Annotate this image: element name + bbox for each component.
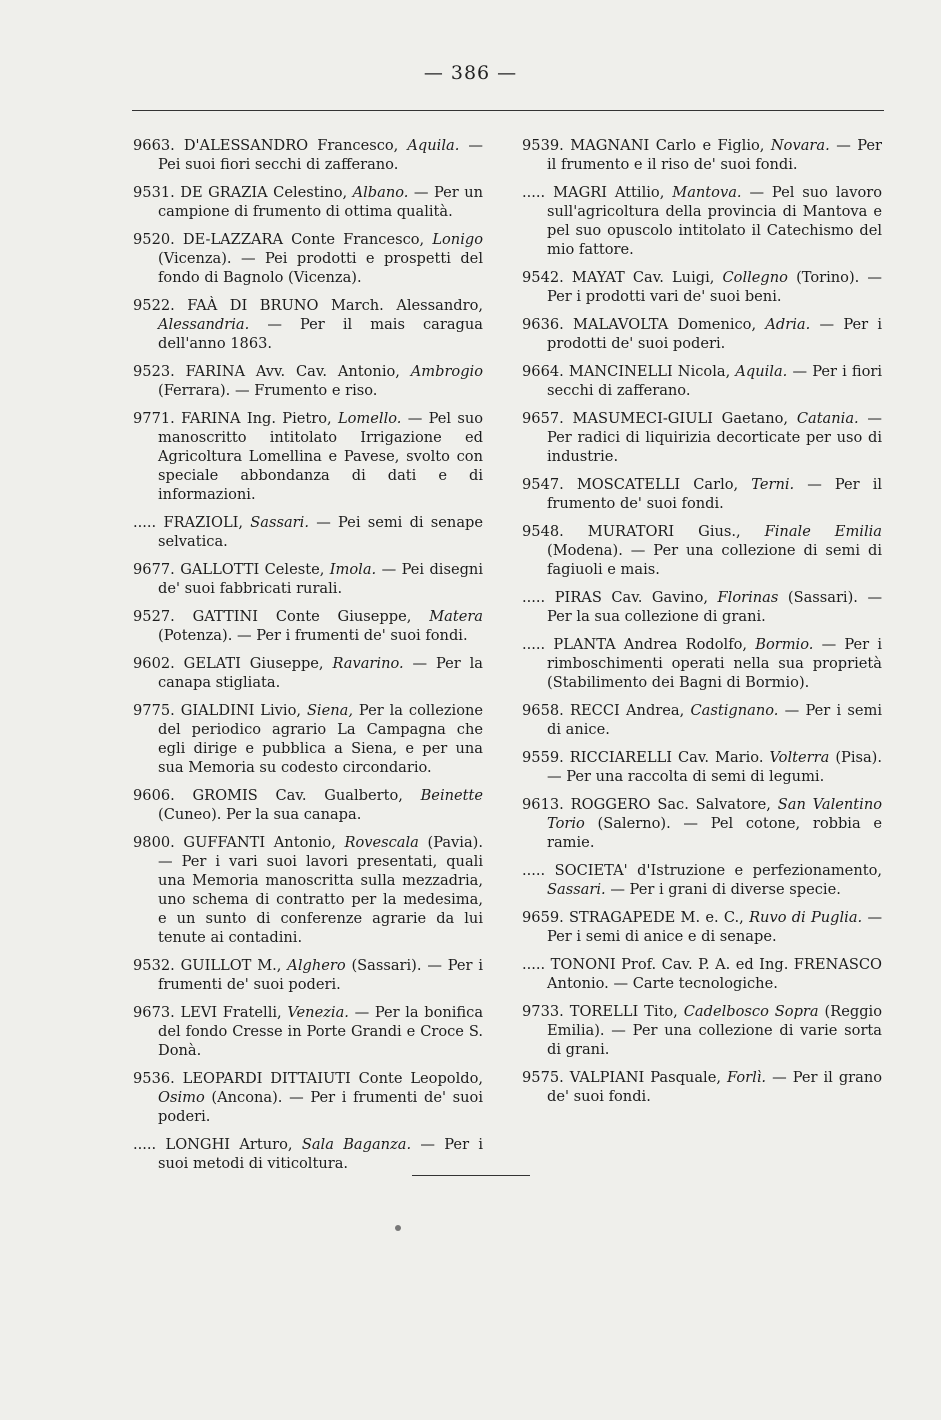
entry-number: 9606. [133,787,175,804]
entry-place: Sala Baganza. [301,1136,412,1153]
entry-number: 9547. [522,476,564,493]
entry-number: ..... [522,589,546,606]
list-item [522,409,882,466]
entry-name: MAGRI Attilio, [553,184,665,201]
list-item [133,513,483,551]
entry-number: 9527. [133,608,175,625]
entry-text: (Salerno). — Pel cotone, robbia e ramie. [547,815,882,851]
entry-place: Lonigo [432,231,483,248]
list-item [522,1002,882,1059]
entry-number: 9658. [522,702,564,719]
entry-place: Collegno [722,269,788,286]
entry-text: — Per la bonifica del fondo Cresse in Porte Grandi e Croce S. Donà. [158,1004,484,1059]
entry-text: (Cuneo). Per la sua canapa. [158,806,362,823]
entry-number: 9539. [522,137,564,154]
entry-name: FRAZIOLI, [163,514,244,531]
list-item [522,1068,882,1106]
entry-place: Adria. [765,316,811,333]
entry-name: GUILLOT M., [180,957,282,974]
entry-text: Per la collezione del periodico agrario La Campagna che egli dirige e pubblica a Siena, e per una sua Memoria su codesto circondario. [158,702,484,776]
list-item [522,748,882,786]
entry-place: Aquila. [735,363,788,380]
entry-name: PLANTA Andrea Rodolfo, [553,636,748,653]
entry-text: — Per il frumento e il riso de' suoi fondi. [547,137,883,173]
list-item [522,701,882,739]
list-item [522,795,882,852]
entry-number: 9733. [522,1003,564,1020]
entry-name: DE GRAZIA Celestino, [180,184,348,201]
entry-name: D'ALESSANDRO Francesco, [183,137,399,154]
entry-text: — Per i semi di anice. [547,702,883,738]
entry-number: ..... [522,956,546,973]
entry-name: GALLOTTI Celeste, [180,561,325,578]
entry-text: (Sassari). — Per la sua collezione di grani. [547,589,883,625]
entry-text: (Pavia). — Per i vari suoi lavori presentati, quali una Memoria manoscritta sulla mezzadria, uno schema di contratto per la medesima, e un sunto di conferenze agrarie da lui tenute ai contadini. [158,834,484,946]
list-item [133,230,483,287]
entry-text: (Pisa). — Per una raccolta di semi di legumi. [547,749,883,785]
entry-name: TONONI Prof. Cav. P. A. ed Ing. FRENASCO Antonio. [547,956,882,992]
entry-text: (Reggio Emilia). — Per una collezione di varie sorta di grani. [547,1003,882,1058]
entry-place: Terni. [751,476,795,493]
list-item [522,136,882,174]
entry-place: Ruvo di Puglia. [749,909,863,926]
entry-name: DE-LAZZARA Conte Francesco, [182,231,425,248]
list-item [133,607,483,645]
entry-name: GROMIS Cav. Gualberto, [192,787,403,804]
entry-name: ROGGERO Sac. Salvatore, [570,796,771,813]
entry-name: TORELLI Tito, [569,1003,678,1020]
entry-text: — Pei semi di senape selvatica. [158,514,484,550]
entry-name: GELATI Giuseppe, [183,655,324,672]
entry-text: — Pei disegni de' suoi fabbricati rurali. [158,561,483,597]
list-item [133,956,483,994]
entry-number: 9520. [133,231,175,248]
entry-place: Albano. [352,184,409,201]
entry-text: — Per il frumento de' suoi fondi. [547,476,883,512]
entry-place: Aquila. [407,137,460,154]
entry-place: Mantova. [672,184,742,201]
entry-number: 9659. [522,909,564,926]
entry-number: 9602. [133,655,175,672]
entry-number: 9800. [133,834,175,851]
list-item [522,315,882,353]
entry-text: — Per radici di liquirizia decorticate per uso di industrie. [547,410,883,465]
entry-place: Bormio. [755,636,814,653]
entry-name: MOSCATELLI Carlo, [576,476,739,493]
entry-place: Florinas [717,589,779,606]
list-item [522,861,882,899]
entry-text: (Vicenza). — Pei prodotti e prospetti del fondo di Bagnolo (Vicenza). [158,250,483,286]
list-item [133,296,483,353]
entry-text: — Per il mais caragua dell'anno 1863. [158,316,484,352]
entry-place: Sassari. [250,514,309,531]
entry-text: — Per i prodotti de' suoi poderi. [547,316,883,352]
entry-number: ..... [133,1136,157,1153]
entry-name: GATTINI Conte Giuseppe, [192,608,412,625]
entry-name: MANCINELLI Nicola, [568,363,731,380]
entry-number: 9664. [522,363,564,380]
list-item [133,1069,483,1126]
entry-place: Sassari. [547,881,606,898]
entry-name: MASUMECI-GIULI Gaetano, [572,410,789,427]
list-item [133,409,483,504]
entry-name: GUFFANTI Antonio, [183,834,336,851]
entry-number: 9636. [522,316,564,333]
entry-place: Venezia. [287,1004,349,1021]
entry-name: LONGHI Arturo, [165,1136,293,1153]
list-item [133,1003,483,1060]
entry-text: — Per i suoi metodi di viticoltura. [158,1136,484,1172]
entry-text: — Pei suoi fiori secchi di zafferano. [158,137,483,173]
entry-place: Cadelbosco Sopra [683,1003,819,1020]
entry-name: MALAVOLTA Domenico, [573,316,757,333]
entry-number: 9575. [522,1069,564,1086]
entry-number: 9775. [133,702,175,719]
list-item [133,136,483,174]
entry-name: PIRAS Cav. Gavino, [554,589,708,606]
entry-text: (Torino). — Per i prodotti vari de' suoi beni. [547,269,883,305]
entry-number: 9522. [133,297,175,314]
entry-place: Catania. [796,410,859,427]
entry-name: MAYAT Cav. Luigi, [571,269,715,286]
list-item [133,701,483,777]
entry-place: Osimo [158,1089,205,1106]
entry-number: 9673. [133,1004,175,1021]
entry-number: 9542. [522,269,564,286]
entry-text: — Per un campione di frumento di ottima qualità. [158,184,483,220]
list-item [133,560,483,598]
entry-name: MURATORI Gius., [587,523,741,540]
entry-text: — Per i fiori secchi di zafferano. [547,363,883,399]
entry-place: Finale Emilia [764,523,883,540]
entry-number: 9771. [133,410,175,427]
list-item [133,362,483,400]
entry-number: 9613. [522,796,564,813]
entry-number: 9677. [133,561,175,578]
entry-place: Castignano. [690,702,779,719]
entry-place: Siena, [306,702,353,719]
entry-place: Lomello. [337,410,402,427]
entry-place: Novara. [770,137,830,154]
entry-place: Alghero [287,957,346,974]
entry-text: — Carte tecnologiche. [613,975,778,992]
list-item [522,588,882,626]
entry-name: MAGNANI Carlo e Figlio, [570,137,765,154]
entry-name: VALPIANI Pasquale, [569,1069,721,1086]
entry-text: — Pel suo manoscritto intitolato Irrigazione ed Agricoltura Lomellina e Pavese, svolto con speciale abbondanza di dati e di informazioni. [158,410,484,503]
list-item [522,268,882,306]
list-item [522,522,882,579]
entry-number: ..... [522,862,546,879]
entry-text: (Modena). — Per una collezione di semi di fagiuoli e mais. [547,542,882,578]
list-item [522,955,882,993]
footer-rule [412,1175,530,1176]
entry-name: FARINA Avv. Cav. Antonio, [185,363,400,380]
entry-number: 9548. [522,523,564,540]
entry-text: (Ferrara). — Frumento e riso. [158,382,378,399]
entry-place: Imola. [329,561,377,578]
entry-number: 9532. [133,957,175,974]
list-item [133,833,483,947]
list-item [133,1135,483,1173]
entry-text: (Potenza). — Per i frumenti de' suoi fondi. [158,627,468,644]
ink-speck [395,1225,401,1231]
entry-number: ..... [133,514,157,531]
entry-place: Ravarino. [332,655,404,672]
entry-name: GIALDINI Livio, [180,702,301,719]
list-item [133,786,483,824]
entry-place: Rovescala [344,834,419,851]
entry-name: RECCI Andrea, [570,702,685,719]
entry-text: — Per i rimboschimenti operati nella sua proprietà (Stabilimento dei Bagni di Bormio). [547,636,882,691]
entry-place: Beinette [420,787,484,804]
entry-number: 9559. [522,749,564,766]
left-column [133,136,483,1182]
entry-number: 9663. [133,137,175,154]
entry-place: Alessandria. [158,316,250,333]
entry-text: — Pel suo lavoro sull'agricoltura della provincia di Mantova e pel suo opuscolo intitolato il Catechismo del mio fattore. [547,184,883,258]
entry-name: STRAGAPEDE M. e. C., [569,909,744,926]
entry-number: 9657. [522,410,564,427]
entry-text: — Per la canapa stigliata. [158,655,483,691]
entry-name: SOCIETA' d'Istruzione e perfezionamento, [554,862,883,879]
list-item [133,183,483,221]
list-item [522,475,882,513]
entry-number: ..... [522,636,546,653]
entry-place: Volterra [769,749,830,766]
entry-name: RICCIARELLI Cav. Mario. [569,749,764,766]
entry-name: LEOPARDI DITTAIUTI Conte Leopoldo, [182,1070,484,1087]
list-item [522,908,882,946]
entry-name: LEVI Fratelli, [180,1004,282,1021]
entry-number: 9523. [133,363,175,380]
list-item [522,362,882,400]
entry-number: ..... [522,184,546,201]
right-column [522,136,882,1115]
entry-text: — Per i grani di diverse specie. [610,881,841,898]
list-item [522,635,882,692]
entry-name: FAÀ DI BRUNO March. Alessandro, [187,297,483,314]
header-rule [132,110,884,111]
entry-place: Ambrogio [410,363,484,380]
page-number: — 386 — [423,62,518,84]
list-item [522,183,882,259]
entry-text: (Sassari). — Per i frumenti de' suoi poderi. [158,957,484,993]
entry-number: 9536. [133,1070,175,1087]
entry-place: San Valentino Torio [547,796,883,832]
entry-place: Forlì. [727,1069,767,1086]
entry-text: (Ancona). — Per i frumenti de' suoi poderi. [158,1089,483,1125]
entry-number: 9531. [133,184,175,201]
entry-text: — Per i semi di anice e di senape. [547,909,883,945]
list-item [133,654,483,692]
entry-place: Matera [429,608,484,625]
entry-text: — Per il grano de' suoi fondi. [547,1069,883,1105]
entry-name: FARINA Ing. Pietro, [181,410,332,427]
